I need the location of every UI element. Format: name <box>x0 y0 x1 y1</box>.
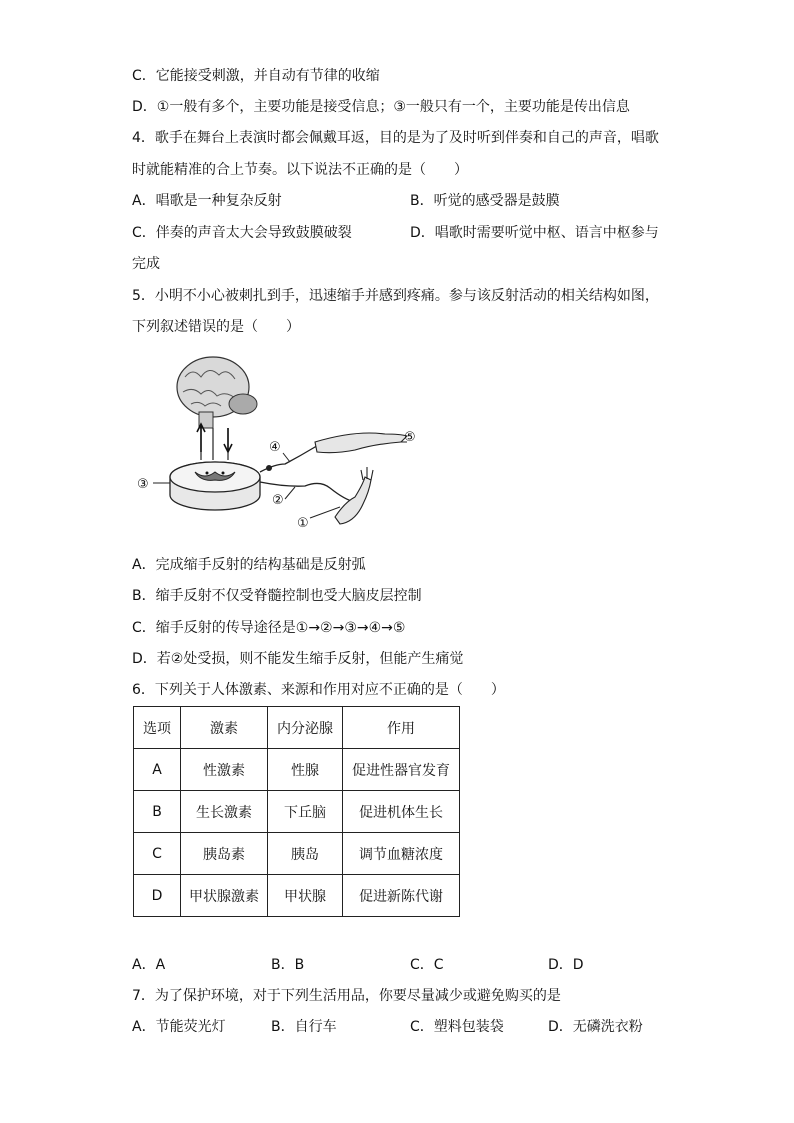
upper-arm-illustration <box>315 433 407 453</box>
hormone-table <box>133 706 460 917</box>
q5-stem-line2: 下列叙述错误的是（ ） <box>132 319 300 335</box>
forearm-illustration <box>335 477 371 524</box>
table-cell: 促进性器官发育 <box>343 749 460 791</box>
q4-stem-line2: 时就能精准的合上节奏。以下说法不正确的是（ ） <box>132 162 468 178</box>
table-row <box>134 791 460 833</box>
figure-label-2: ② <box>272 493 284 508</box>
q4-option-d-continued: 完成 <box>132 256 160 272</box>
table-cell: B <box>134 791 181 833</box>
q7-option-c: C．塑料包装袋 <box>410 1019 504 1035</box>
q4-option-b: B．听觉的感受器是鼓膜 <box>410 193 560 209</box>
figure-label-3: ③ <box>137 477 149 492</box>
q5-option-a: A．完成缩手反射的结构基础是反射弧 <box>132 557 366 573</box>
figure-label-5: ⑤ <box>404 430 416 445</box>
q7-option-b: B．自行车 <box>271 1019 337 1035</box>
q4-option-d: D．唱歌时需要听觉中枢、语言中枢参与 <box>410 225 659 241</box>
table-row <box>134 833 460 875</box>
table-cell: 下丘脑 <box>268 791 343 833</box>
table-header-cell: 作用 <box>343 707 460 749</box>
figure-label-1: ① <box>297 516 309 531</box>
q4-option-a: A．唱歌是一种复杂反射 <box>132 193 282 209</box>
q5-option-c: C．缩手反射的传导途径是①→②→③→④→⑤ <box>132 620 406 636</box>
q7-option-d: D．无磷洗衣粉 <box>548 1019 643 1035</box>
table-row <box>134 749 460 791</box>
q3-option-c: C．它能接受刺激，并自动有节律的收缩 <box>132 68 380 84</box>
q4-option-c: C．伴奏的声音太大会导致鼓膜破裂 <box>132 225 352 241</box>
q5-stem-line1: 5．小明不小心被刺扎到手，迅速缩手并感到疼痛。参与该反射活动的相关结构如图， <box>132 288 659 304</box>
table-cell: 性腺 <box>268 749 343 791</box>
table-header-row <box>134 707 460 749</box>
q4-stem-line1: 4．歌手在舞台上表演时都会佩戴耳返，目的是为了及时听到伴奏和自己的声音，唱歌 <box>132 130 659 146</box>
spinal-cord-section <box>170 462 260 510</box>
q6-option-c: C．C <box>410 957 444 973</box>
table-cell: 促进机体生长 <box>343 791 460 833</box>
ascending-arrow-icon <box>197 424 205 452</box>
table-cell: A <box>134 749 181 791</box>
q6-option-a: A．A <box>132 957 166 973</box>
table-cell: D <box>134 875 181 917</box>
table-cell: 调节血糖浓度 <box>343 833 460 875</box>
reflex-arc-figure <box>135 352 425 542</box>
q7-option-a: A．节能荧光灯 <box>132 1019 226 1035</box>
table-cell: 胰岛 <box>268 833 343 875</box>
table-cell: 性激素 <box>181 749 268 791</box>
q7-stem: 7．为了保护环境，对于下列生活用品，你要尽量减少或避免购买的是 <box>132 988 561 1004</box>
table-row <box>134 875 460 917</box>
table-cell: C <box>134 833 181 875</box>
brain-illustration <box>177 357 257 428</box>
q6-stem: 6．下列关于人体激素、来源和作用对应不正确的是（ ） <box>132 682 505 698</box>
q6-option-d: D．D <box>548 957 584 973</box>
figure-label-4: ④ <box>269 440 281 455</box>
descending-arrow-icon <box>224 428 232 452</box>
table-header-cell: 内分泌腺 <box>268 707 343 749</box>
table-header-cell: 激素 <box>181 707 268 749</box>
table-cell: 胰岛素 <box>181 833 268 875</box>
q5-option-b: B．缩手反射不仅受脊髓控制也受大脑皮层控制 <box>132 588 422 604</box>
table-cell: 甲状腺 <box>268 875 343 917</box>
q6-option-b: B．B <box>271 957 305 973</box>
table-cell: 促进新陈代谢 <box>343 875 460 917</box>
q5-option-d: D．若②处受损，则不能发生缩手反射，但能产生痛觉 <box>132 651 464 667</box>
table-cell: 甲状腺激素 <box>181 875 268 917</box>
q3-option-d: D．①一般有多个，主要功能是接受信息；③一般只有一个，主要功能是传出信息 <box>132 99 630 115</box>
table-cell: 生长激素 <box>181 791 268 833</box>
table-header-cell: 选项 <box>134 707 181 749</box>
